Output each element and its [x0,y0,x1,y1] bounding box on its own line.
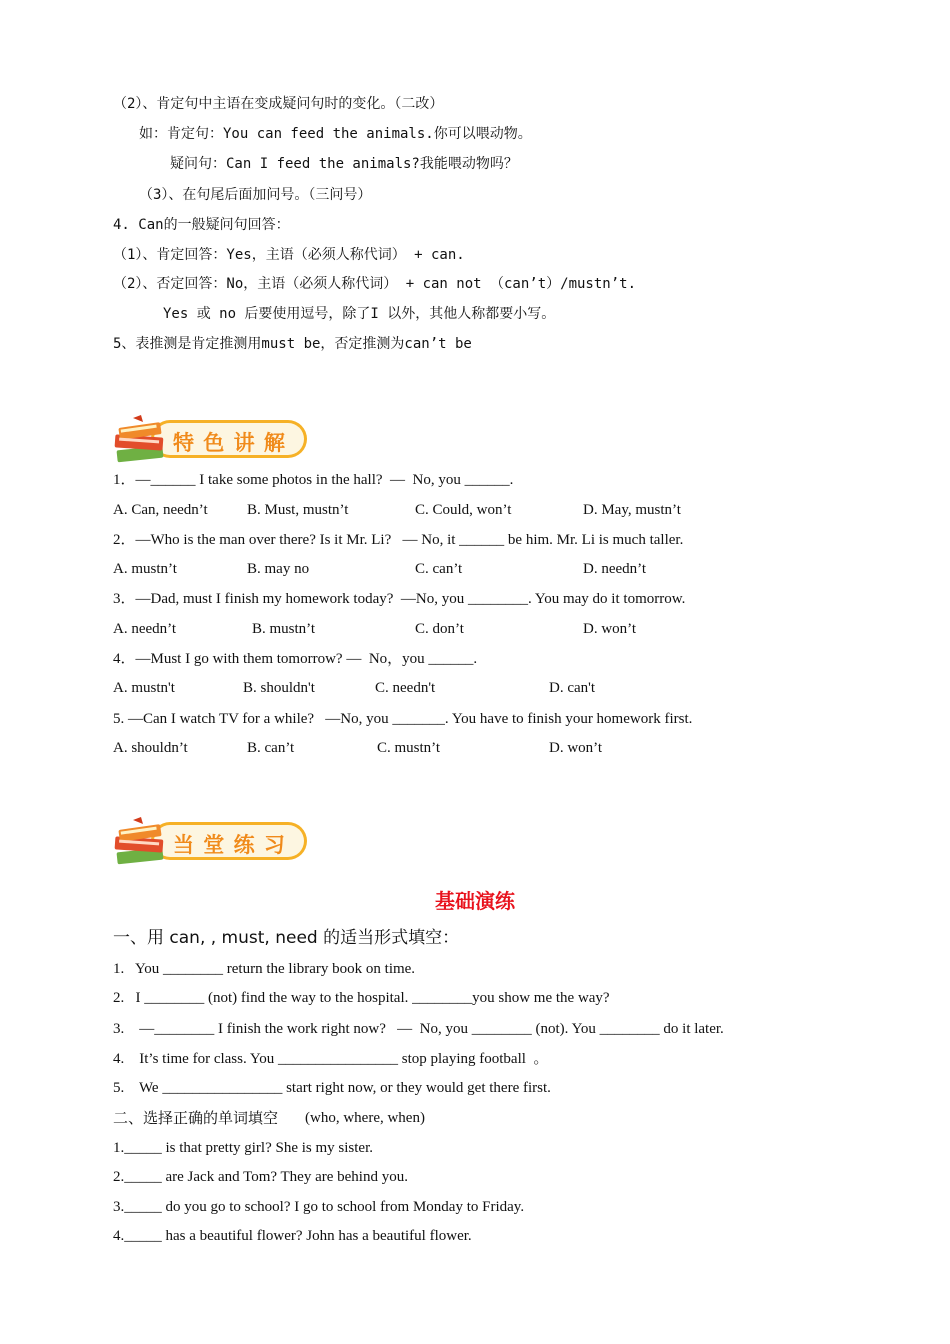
part2-item-3: 3._____ do you go to school? I go to school from Monday to Friday. [113,1199,525,1215]
q2-option-b: B. may no [247,561,310,577]
question-4: 4．—Must I go with them tomorrow? — No，you ______. [113,651,478,667]
grammar-line-3: 疑问句：Can I feed the animals?我能喂动物吗？ [170,156,518,172]
part2-item-2: 2._____ are Jack and Tom? They are behind you. [113,1169,408,1185]
q3-option-d: D. won’t [583,621,637,637]
q4-option-b: B. shouldn't [243,680,315,696]
q5-option-c: C. mustn’t [377,740,441,756]
part1-item-2: 2. I ________ (not) find the way to the hospital. ________you show me the way? [113,990,610,1006]
grammar-line-1: （2）、肯定句中主语在变成疑问句时的变化。（二改） [113,96,444,112]
part2-heading: 二、选择正确的单词填空 [113,1109,279,1127]
q2-option-a: A. mustn’t [113,561,177,577]
q3-option-c: C. don’t [415,621,464,637]
part1-heading: 一、用 can, , must, need 的适当形式填空： [113,928,460,948]
part2-item-4: 4._____ has a beautiful flower? John has a beautiful flower. [113,1228,472,1244]
grammar-line-9: 5、表推测是肯定推测用must be，否定推测为can’t be [113,336,472,352]
grammar-line-7: （2）、否定回答：No，主语（必须人称代词） + can not （can’t）/mustn’t. [113,276,637,292]
q4-option-c: C. needn't [375,680,436,696]
q3-option-b: B. mustn’t [252,621,316,637]
q4-option-a: A. mustn't [113,680,175,696]
part2-word-choices: (who, where, when) [305,1110,425,1126]
question-3: 3．—Dad, must I finish my homework today? —No, you ________. You may do it tomorrow. [113,591,686,607]
grammar-line-2: 如：肯定句：You can feed the animals.你可以喂动物。 [139,126,532,142]
part2-item-1: 1._____ is that pretty girl? She is my sister. [113,1140,373,1156]
part1-item-5: 5. We ________________ start right now, or they would get there first. [113,1080,551,1096]
q1-option-d: D. May, mustn’t [583,502,681,518]
q2-option-c: C. can’t [415,561,463,577]
section-banner-featured [113,414,313,466]
part1-item-3: 3. —________ I finish the work right now? — No, you ________ (not). You ________ do it later. [113,1021,724,1037]
banner-label-featured: 特 色 讲 解 [173,431,286,455]
q1-option-b: B. Must, mustn’t [247,502,349,518]
q5-option-a: A. shouldn’t [113,740,188,756]
grammar-line-5: 4. Can的一般疑问句回答： [113,217,290,233]
part1-item-1: 1. You ________ return the library book on time. [113,961,416,977]
q1-option-c: C. Could, won’t [415,502,512,518]
banner-label-practice: 当 堂 练 习 [173,833,286,857]
q5-option-b: B. can’t [247,740,295,756]
question-5: 5. —Can I watch TV for a while? —No, you _______. You have to finish your homework first. [113,711,693,727]
q1-option-a: A. Can, needn’t [113,502,208,518]
question-1: 1．—______ I take some photos in the hall? — No, you ______. [113,472,514,488]
q2-option-d: D. needn’t [583,561,647,577]
grammar-line-8: Yes 或 no 后要使用逗号，除了I 以外，其他人称都要小写。 [163,306,556,322]
grammar-line-4: （3）、在句尾后面加问号。（三问号） [139,187,372,203]
section-banner-practice [113,816,313,868]
q5-option-d: D. won’t [549,740,603,756]
q3-option-a: A. needn’t [113,621,177,637]
question-2: 2．—Who is the man over there? Is it Mr. Li? — No, it ______ be him. Mr. Li is much taller. [113,532,684,548]
practice-title: 基础演练 [435,889,515,913]
grammar-line-6: （1）、肯定回答：Yes，主语（必须人称代词） + can. [113,247,465,263]
part1-item-4: 4. It’s time for class. You ________________ stop playing football 。 [113,1051,549,1067]
q4-option-d: D. can't [549,680,596,696]
